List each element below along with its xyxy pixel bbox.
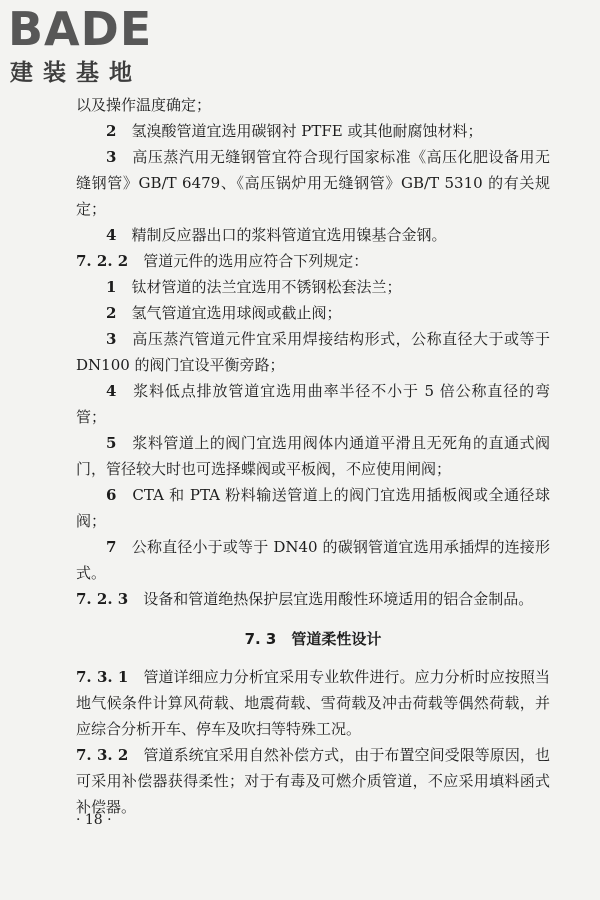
list-item (76, 144, 550, 222)
list-item (76, 534, 550, 586)
item-text: 浆料管道上的阀门宜选用阀体内通道平滑且无死角的直通式阀门，管径较大时也可选择蝶阀或平板阀，不应使用闸阀； (76, 434, 550, 478)
section-title: 管道柔性设计 (291, 630, 382, 648)
item-number: 4 (106, 382, 117, 400)
clause-7-2-3 (76, 586, 550, 612)
paragraph-text: 以及操作温度确定； (76, 96, 212, 114)
list-item (76, 482, 550, 534)
list-item (76, 430, 550, 482)
item-text: 浆料低点排放管道宜选用曲率半径不小于 5 倍公称直径的弯管； (76, 382, 550, 426)
clause-number: 7. 3. 1 (76, 668, 129, 686)
item-text: 公称直径小于或等于 DN40 的碳钢管道宜选用承插焊的连接形式。 (76, 538, 550, 582)
item-number: 3 (106, 148, 117, 166)
clause-text: 管道元件的选用应符合下列规定： (143, 252, 369, 270)
clause-7-3-2 (76, 742, 550, 820)
clause-number: 7. 3. 2 (76, 746, 129, 764)
list-item (76, 118, 550, 144)
clause-7-2-2 (76, 248, 550, 274)
item-text: 高压蒸汽管道元件宜采用焊接结构形式，公称直径大于或等于 DN100 的阀门宜设平衡旁路； (76, 330, 550, 374)
clause-7-3-1 (76, 664, 550, 742)
logo-chinese: 建装基地 (10, 60, 142, 86)
item-number: 2 (106, 304, 117, 322)
item-text: 钛材管道的法兰宜选用不锈钢松套法兰； (131, 278, 402, 296)
item-text: 高压蒸汽用无缝钢管宜符合现行国家标准《高压化肥设备用无缝钢管》GB/T 6479、《高压锅炉用无缝钢管》GB/T 5310 的有关规定； (76, 148, 550, 218)
clause-text: 管道详细应力分析宜采用专业软件进行。应力分析时应按照当地气候条件计算风荷载、地震荷载、雪荷载及冲击荷载等偶然荷载，并应综合分析开车、停车及吹扫等特殊工况。 (76, 668, 550, 738)
section-number: 7. 3 (244, 630, 277, 648)
list-item (76, 326, 550, 378)
item-text: 精制反应器出口的浆料管道宜选用镍基合金钢。 (131, 226, 447, 244)
item-text: 氢气管道宜选用球阀或截止阀； (131, 304, 342, 322)
paragraph-continued (76, 92, 550, 118)
item-number: 3 (106, 330, 117, 348)
item-text: CTA 和 PTA 粉料输送管道上的阀门宜选用插板阀或全通径球阀； (76, 486, 550, 530)
list-item (76, 378, 550, 430)
clause-text: 管道系统宜采用自然补偿方式，由于布置空间受限等原因，也可采用补偿器获得柔性；对于有毒及可燃介质管道，不应采用填料函式补偿器。 (76, 746, 550, 816)
item-number: 1 (106, 278, 117, 296)
item-number: 6 (106, 486, 117, 504)
document-body (76, 92, 550, 820)
item-number: 7 (106, 538, 117, 556)
item-text: 氢溴酸管道宜选用碳钢衬 PTFE 或其他耐腐蚀材料； (131, 122, 483, 140)
bade-logo (8, 2, 178, 90)
list-item (76, 222, 550, 248)
item-number: 2 (106, 122, 117, 140)
section-heading (76, 626, 550, 652)
item-number: 4 (106, 226, 117, 244)
item-number: 5 (106, 434, 117, 452)
clause-text: 设备和管道绝热保护层宜选用酸性环境适用的铝合金制品。 (143, 590, 534, 608)
list-item (76, 300, 550, 326)
clause-number: 7. 2. 3 (76, 590, 129, 608)
list-item (76, 274, 550, 300)
logo-word: BADE (8, 2, 153, 56)
page-number: · 18 · (76, 812, 112, 828)
clause-number: 7. 2. 2 (76, 252, 129, 270)
